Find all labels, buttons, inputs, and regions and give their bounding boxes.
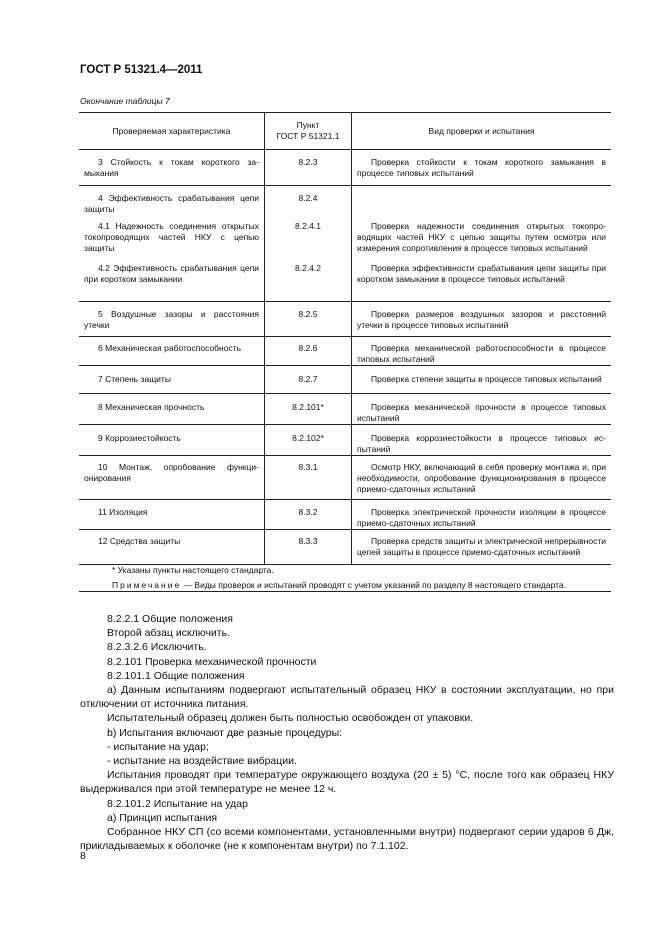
document-header: ГОСТ Р 51321.4—2011 [80,64,203,76]
table-row: 5 Воздушные зазоры и расстояния утечки 8.2.5 Проверка размеров воздушных зазоров и расстояний утечки в процессе типовых испытаний [79,302,611,337]
table-caption: Окончание таблицы 7 [80,96,170,106]
table-row: 4.1 Надежность соединения открытых токопроводящих частей НКУ с цепью защиты 8.2.4.1 Проверка надежности соединения открытых токопроводящих частей НКУ с цепью защиты путем осмотра или измерения сопротивления в процессе типовых испытаний [79,215,611,254]
table-row: 11 Изоляция 8.3.2 Проверка электрической прочности изоляции в процессе приемо-сдаточных испытаний [79,500,611,530]
paragraph: Испытания проводят при температуре окружающего воздуха (20 ± 5) °С, после того как образец НКУ выдерживался при этой температуре не менее 12 ч. [80,769,614,796]
table-row: 4 Эффективность срабатывания цепи защиты 8.2.4 [79,186,611,216]
paragraph: 8.2.101.1 Общие положения [107,669,245,682]
inspection-table [79,112,611,592]
body-text [80,612,614,853]
header-clause: Пункт ГОСТ Р 51321.1 [265,113,352,150]
paragraph: 8.2.101.2 Испытание на удар [107,797,248,810]
table-row: 4.2 Эффективность срабатывания цепи при коротком замыкании 8.2.4.2 Проверка эффективности срабатывания цепи защиты при коротком замыкании в процессе типовых испытаний [79,254,611,302]
table-row: 12 Средства защиты 8.3.3 Проверка средств защиты и электрической непрерывности цепей защиты в процессе приемо-сдаточных испытаний [79,530,611,565]
paragraph: Второй абзац исключить. [107,627,230,640]
header-characteristic: Проверяемая характеристика [79,113,265,150]
paragraph: а) Принцип испытания [107,811,218,824]
paragraph: 8.2.2.1 Общие положения [107,613,233,625]
paragraph: Испытательный образец должен быть полностью освобожден от упаковки. [107,712,474,725]
paragraph: 8.2.101 Проверка механической прочности [107,655,317,668]
table-footnote: * Указаны пункты настоящего стандарта. [112,565,274,575]
paragraph: а) Данным испытаниям подвергают испытательный образец НКУ в состоянии эксплуатации, но при отключении от источника питания. [80,684,614,711]
paragraph: - испытание на воздействие вибрации. [107,755,297,768]
page-number: 8 [80,850,86,862]
table-header-row [79,113,611,150]
table-row: 7 Степень защиты 8.2.7 Проверка степени защиты в процессе типовых испытаний [79,366,611,394]
table-note [84,580,606,591]
paragraph: b) Испытания включают две разные процедуры: [107,726,343,739]
table-row: 6 Механическая работоспособность 8.2.6 Проверка механической работоспособности в процессе типовых испытаний [79,337,611,366]
table-row: 8 Механическая прочность 8.2.101* Проверка механической прочности в процессе типовых испытаний [79,394,611,425]
note-label: Примечание [112,580,182,590]
table-row: 10 Монтаж, опробование функционирования 8.3.1 Осмотр НКУ, включающий в себя проверку монтажа и, при необходимости, опробование функционирования в процессе приемо-сдаточных испытаний [79,456,611,500]
note-text: — Виды проверок и испытаний проводят с учетом указаний по разделу 8 настоящего стандарта. [181,580,567,590]
table-row: 3 Стойкость к токам короткого замыкания 8.2.3 Проверка стойкости к токам короткого замыкания в процессе типовых испытаний [79,150,611,186]
header-test-type: Вид проверки и испытания [352,113,612,150]
paragraph: 8.2.3.2.6 Исключить. [107,641,207,654]
paragraph: - испытание на удар; [107,740,209,753]
table-footnote-row [79,565,611,592]
table-row: 9 Коррозиестойкость 8.2.102* Проверка коррозиестойкости в процессе типовых испытаний [79,425,611,456]
paragraph: Собранное НКУ СП (со всеми компонентами, установленными внутри) подвергают серии ударов 6 Дж, прикладываемых к оболочке (не к компонентам внутри) по 7.1.102. [80,826,614,853]
